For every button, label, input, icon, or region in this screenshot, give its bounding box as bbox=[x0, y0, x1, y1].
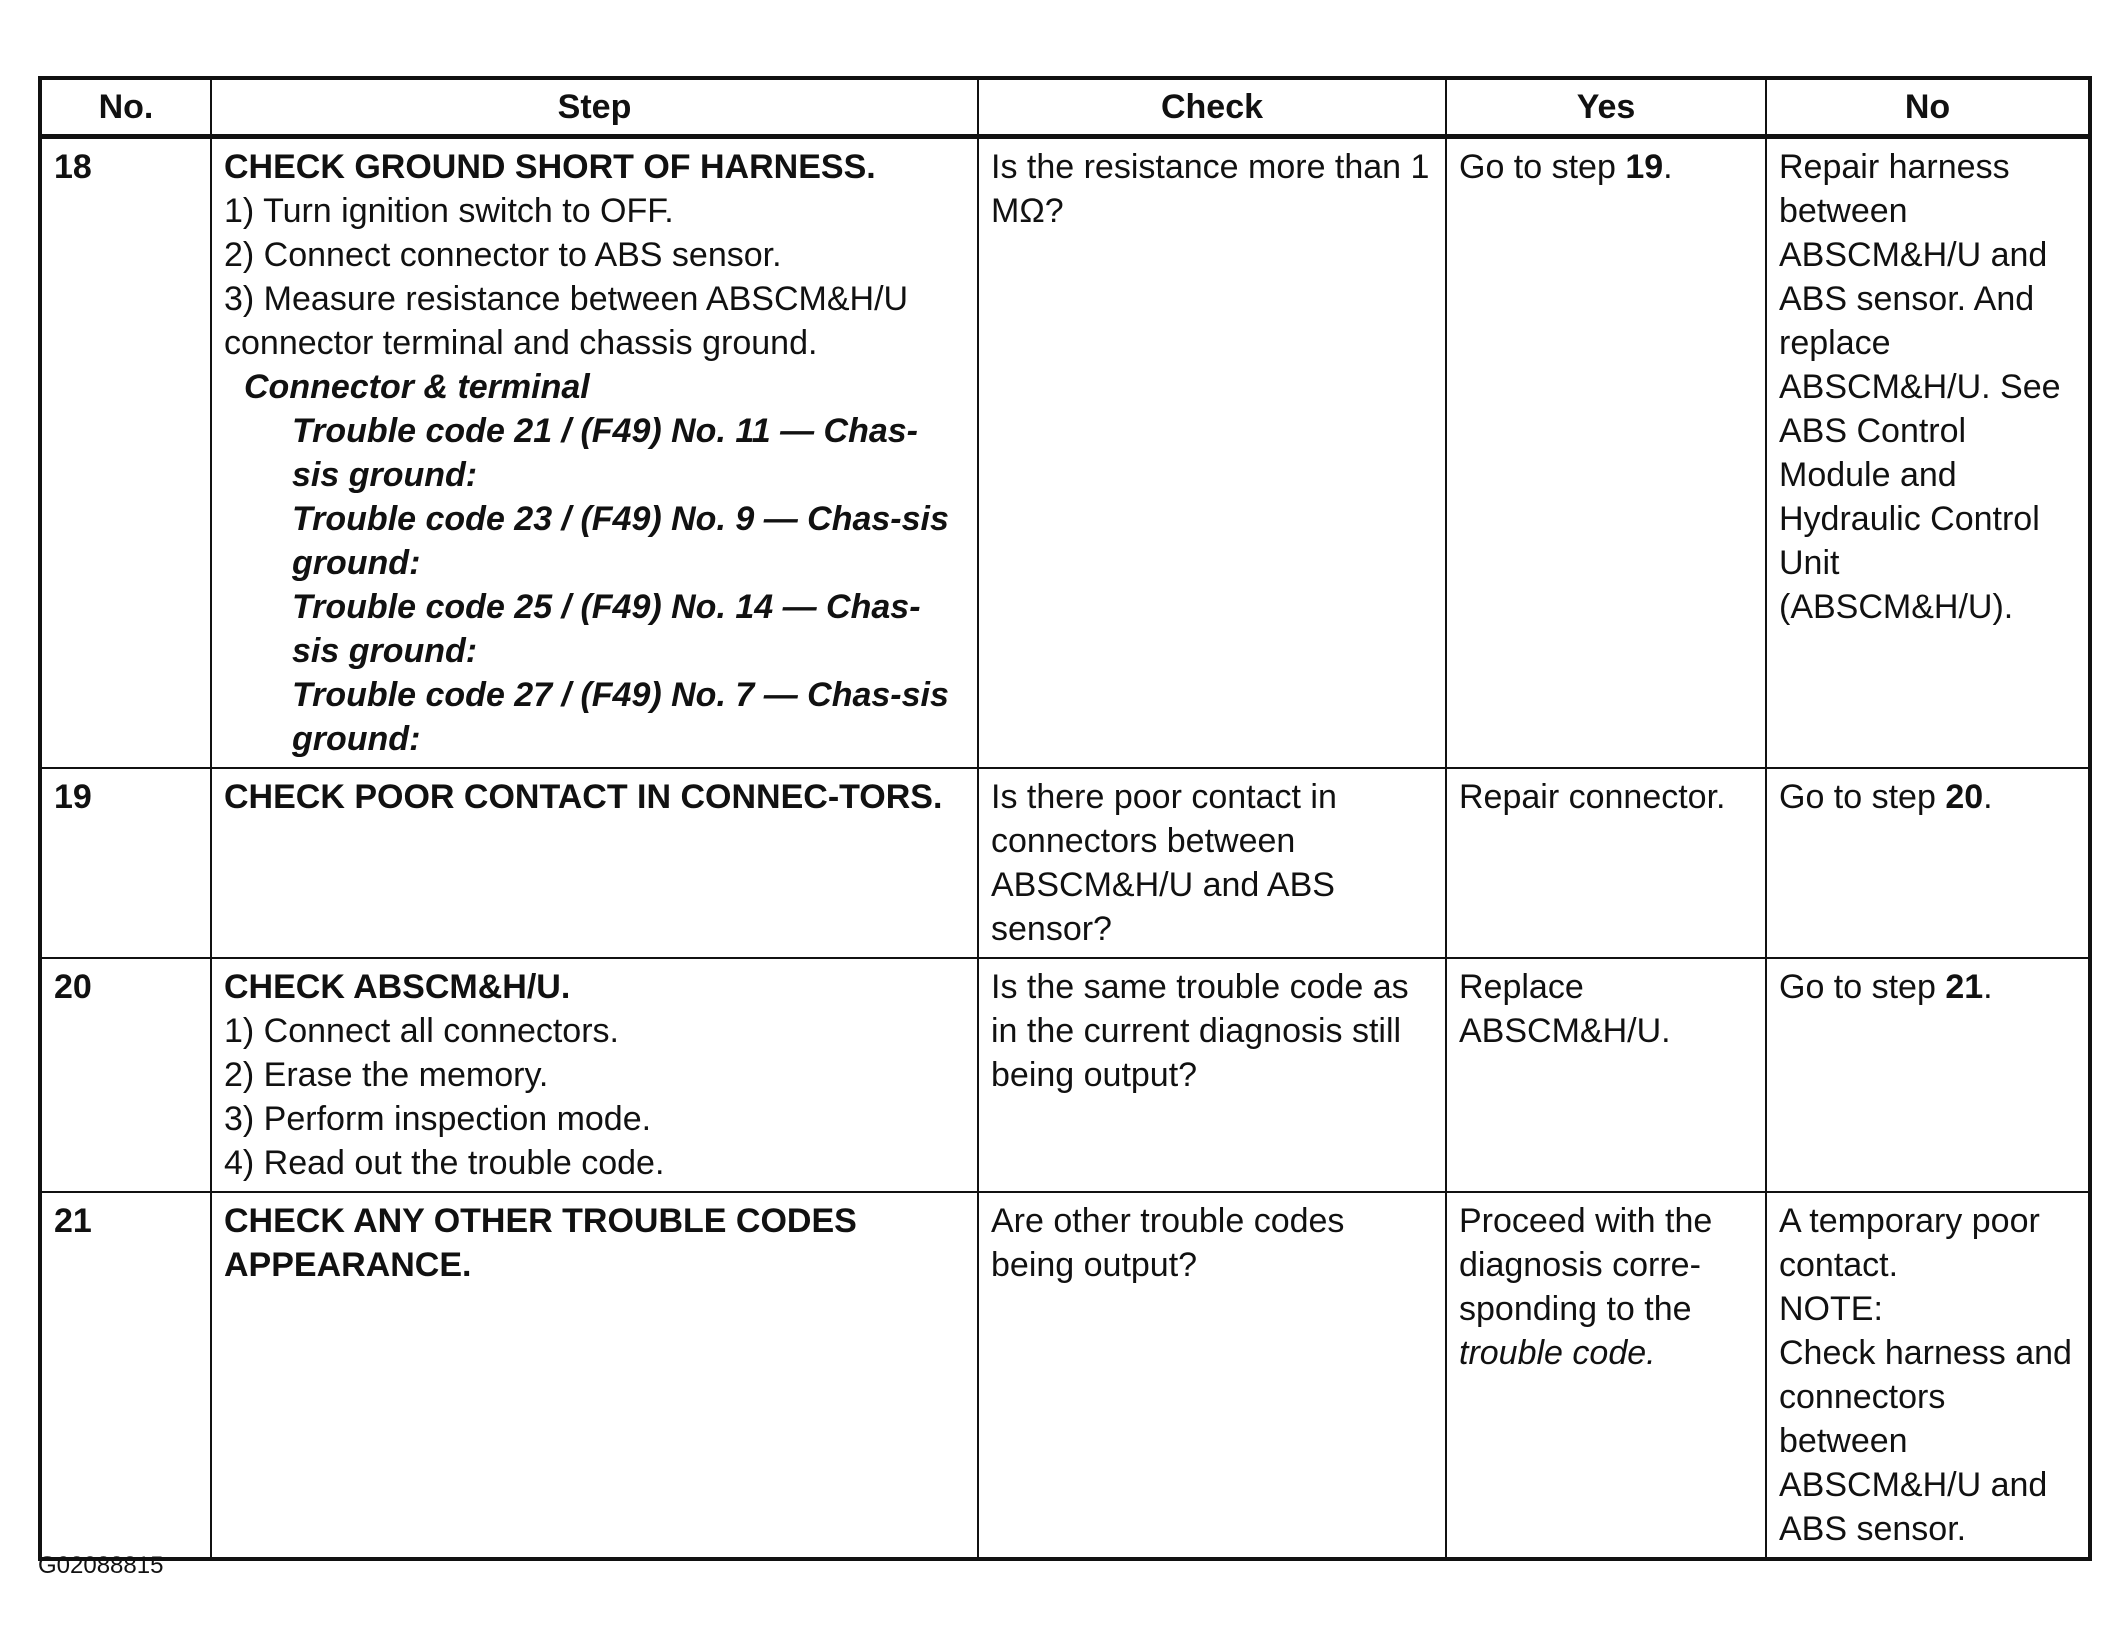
yes-cell bbox=[1446, 137, 1766, 769]
no-text: Go to step bbox=[1779, 968, 1946, 1006]
header-no-result: No bbox=[1766, 78, 2090, 137]
row-number: 19 bbox=[40, 768, 211, 958]
table-row bbox=[40, 958, 2090, 1192]
step-cell bbox=[211, 137, 978, 769]
step-cell bbox=[211, 768, 978, 958]
no-line: A temporary poor contact. bbox=[1779, 1202, 2040, 1284]
connector-terminal-heading: Connector & terminal bbox=[244, 368, 590, 406]
connector-terminal-item: Trouble code 23 / (F49) No. 9 — Chas-sis ground: bbox=[292, 500, 949, 582]
step-cell bbox=[211, 1192, 978, 1559]
header-check: Check bbox=[978, 78, 1446, 137]
yes-cell: Repair connector. bbox=[1446, 768, 1766, 958]
diagnosis-table bbox=[38, 76, 2092, 1561]
yes-cell: Replace ABSCM&H/U. bbox=[1446, 958, 1766, 1192]
row-number: 21 bbox=[40, 1192, 211, 1559]
header-step: Step bbox=[211, 78, 978, 137]
header-yes: Yes bbox=[1446, 78, 1766, 137]
step-line: 2) Erase the memory. bbox=[224, 1056, 549, 1094]
connector-terminal-item: Trouble code 25 / (F49) No. 14 — Chas-sis ground: bbox=[292, 588, 921, 670]
no-cell bbox=[1766, 1192, 2090, 1559]
table-row bbox=[40, 1192, 2090, 1559]
step-cell bbox=[211, 958, 978, 1192]
yes-cell bbox=[1446, 1192, 1766, 1559]
row-number: 18 bbox=[40, 137, 211, 769]
yes-step-number: 19 bbox=[1625, 148, 1664, 186]
no-cell bbox=[1766, 768, 2090, 958]
no-cell bbox=[1766, 958, 2090, 1192]
check-cell: Is the resistance more than 1 MΩ? bbox=[978, 137, 1446, 769]
no-step-number: 21 bbox=[1945, 968, 1984, 1006]
no-suffix: . bbox=[1983, 778, 1993, 816]
step-title: CHECK POOR CONTACT IN CONNEC-TORS. bbox=[224, 778, 943, 816]
step-line: 4) Read out the trouble code. bbox=[224, 1144, 665, 1182]
connector-terminal-item: Trouble code 27 / (F49) No. 7 — Chas-sis ground: bbox=[292, 676, 949, 758]
table-row bbox=[40, 768, 2090, 958]
no-note-label: NOTE: bbox=[1779, 1290, 1883, 1328]
no-text: Go to step bbox=[1779, 778, 1946, 816]
step-line: 3) Perform inspection mode. bbox=[224, 1100, 652, 1138]
yes-text: Proceed with the diagnosis corre-sponding to the bbox=[1459, 1202, 1713, 1328]
table-header-row bbox=[40, 78, 2090, 137]
step-line: 1) Turn ignition switch to OFF. bbox=[224, 192, 674, 230]
yes-text: Go to step bbox=[1459, 148, 1626, 186]
step-line: 3) Measure resistance between ABSCM&H/U connector terminal and chassis ground. bbox=[224, 280, 909, 362]
step-line: 2) Connect connector to ABS sensor. bbox=[224, 236, 782, 274]
step-title: CHECK ABSCM&H/U. bbox=[224, 968, 571, 1006]
check-cell: Are other trouble codes being output? bbox=[978, 1192, 1446, 1559]
no-suffix: . bbox=[1983, 968, 1993, 1006]
step-line: 1) Connect all connectors. bbox=[224, 1012, 619, 1050]
no-line: Check harness and connectors between ABSCM&H/U and ABS sensor. bbox=[1779, 1334, 2072, 1548]
row-number: 20 bbox=[40, 958, 211, 1192]
check-cell: Is there poor contact in connectors between ABSCM&H/U and ABS sensor? bbox=[978, 768, 1446, 958]
yes-italic-text: trouble code. bbox=[1459, 1334, 1656, 1372]
step-title: CHECK GROUND SHORT OF HARNESS. bbox=[224, 148, 876, 186]
header-no: No. bbox=[40, 78, 211, 137]
step-title: CHECK ANY OTHER TROUBLE CODES APPEARANCE. bbox=[224, 1202, 857, 1284]
no-step-number: 20 bbox=[1945, 778, 1984, 816]
figure-id: G02088815 bbox=[38, 1552, 164, 1579]
diagnosis-table-container bbox=[38, 76, 2088, 1561]
connector-terminal-item: Trouble code 21 / (F49) No. 11 — Chas-sis ground: bbox=[292, 412, 918, 494]
check-cell: Is the same trouble code as in the current diagnosis still being output? bbox=[978, 958, 1446, 1192]
table-row bbox=[40, 137, 2090, 769]
yes-suffix: . bbox=[1663, 148, 1673, 186]
no-cell: Repair harness between ABSCM&H/U and ABS sensor. And replace ABSCM&H/U. See ABS Control Module and Hydraulic Control Unit (ABSCM&H/U). bbox=[1766, 137, 2090, 769]
